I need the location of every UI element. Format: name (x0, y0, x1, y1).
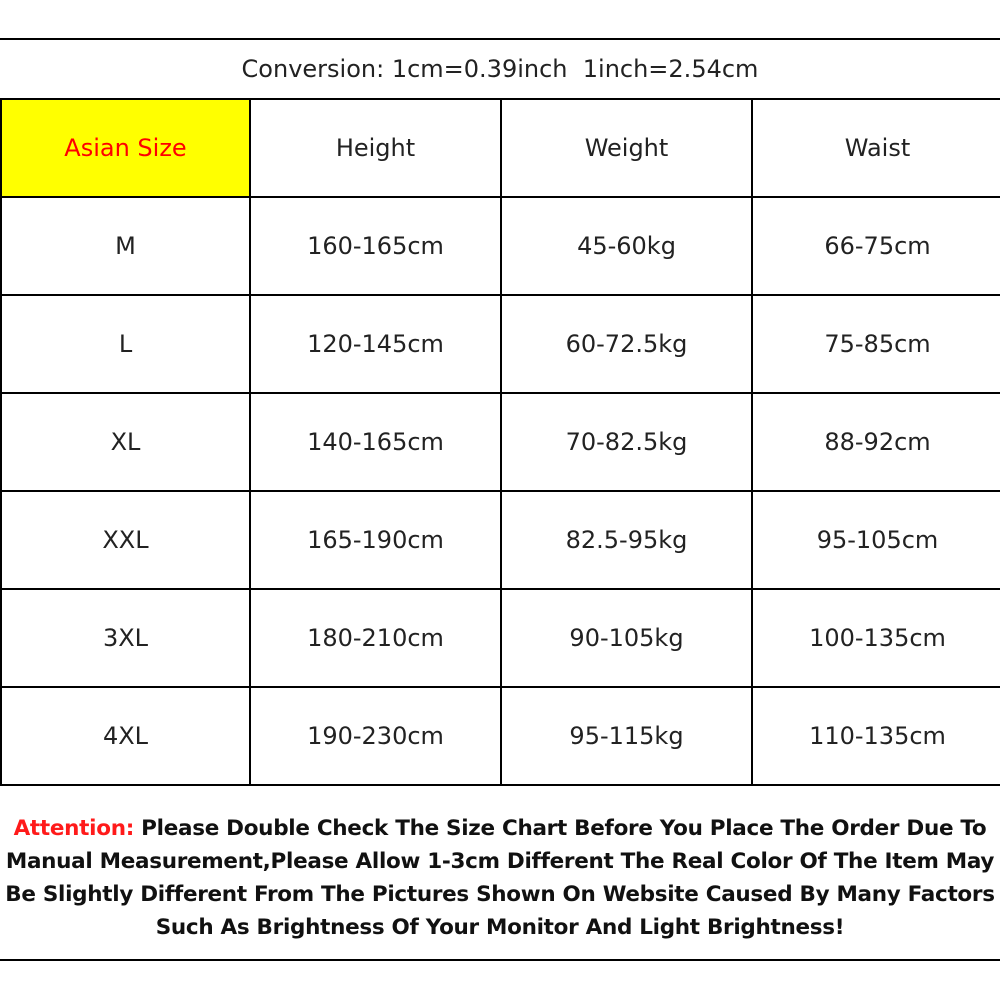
conversion-note: Conversion: 1cm=0.39inch 1inch=2.54cm (241, 55, 759, 83)
waist-cell: 100-135cm (752, 589, 1000, 687)
weight-cell: 90-105kg (501, 589, 752, 687)
table-row (1, 589, 1000, 687)
column-header-height: Height (250, 99, 501, 197)
weight-cell: 45-60kg (501, 197, 752, 295)
size-cell: L (1, 295, 250, 393)
attention-text: Please Double Check The Size Chart Before You Place The Order Due To Manual Measurement,Please Allow 1-3cm Different The Real Color Of The Item May Be Slightly Different From The Pictures Shown On Website Caused By Many Factors Such As Brightness Of Your Monitor And Light Brightness! (5, 816, 995, 940)
height-cell: 165-190cm (250, 491, 501, 589)
table-row (1, 687, 1000, 785)
column-header-weight: Weight (501, 99, 752, 197)
waist-cell: 110-135cm (752, 687, 1000, 785)
weight-cell: 82.5-95kg (501, 491, 752, 589)
attention-label: Attention: (13, 816, 134, 841)
waist-cell: 66-75cm (752, 197, 1000, 295)
column-header-waist: Waist (752, 99, 1000, 197)
height-cell: 120-145cm (250, 295, 501, 393)
column-header-asian-size: Asian Size (1, 99, 250, 197)
waist-cell: 75-85cm (752, 295, 1000, 393)
size-chart-table (0, 98, 1000, 786)
table-row (1, 491, 1000, 589)
attention-notice (0, 812, 1000, 944)
size-cell: 3XL (1, 589, 250, 687)
height-cell: 160-165cm (250, 197, 501, 295)
height-cell: 190-230cm (250, 687, 501, 785)
weight-cell: 70-82.5kg (501, 393, 752, 491)
weight-cell: 95-115kg (501, 687, 752, 785)
size-cell: 4XL (1, 687, 250, 785)
table-row (1, 197, 1000, 295)
table-row (1, 295, 1000, 393)
size-cell: XXL (1, 491, 250, 589)
bottom-divider (0, 959, 1000, 961)
height-cell: 140-165cm (250, 393, 501, 491)
waist-cell: 95-105cm (752, 491, 1000, 589)
size-cell: XL (1, 393, 250, 491)
waist-cell: 88-92cm (752, 393, 1000, 491)
table-row (1, 393, 1000, 491)
table-header-row (1, 99, 1000, 197)
weight-cell: 60-72.5kg (501, 295, 752, 393)
height-cell: 180-210cm (250, 589, 501, 687)
size-cell: M (1, 197, 250, 295)
